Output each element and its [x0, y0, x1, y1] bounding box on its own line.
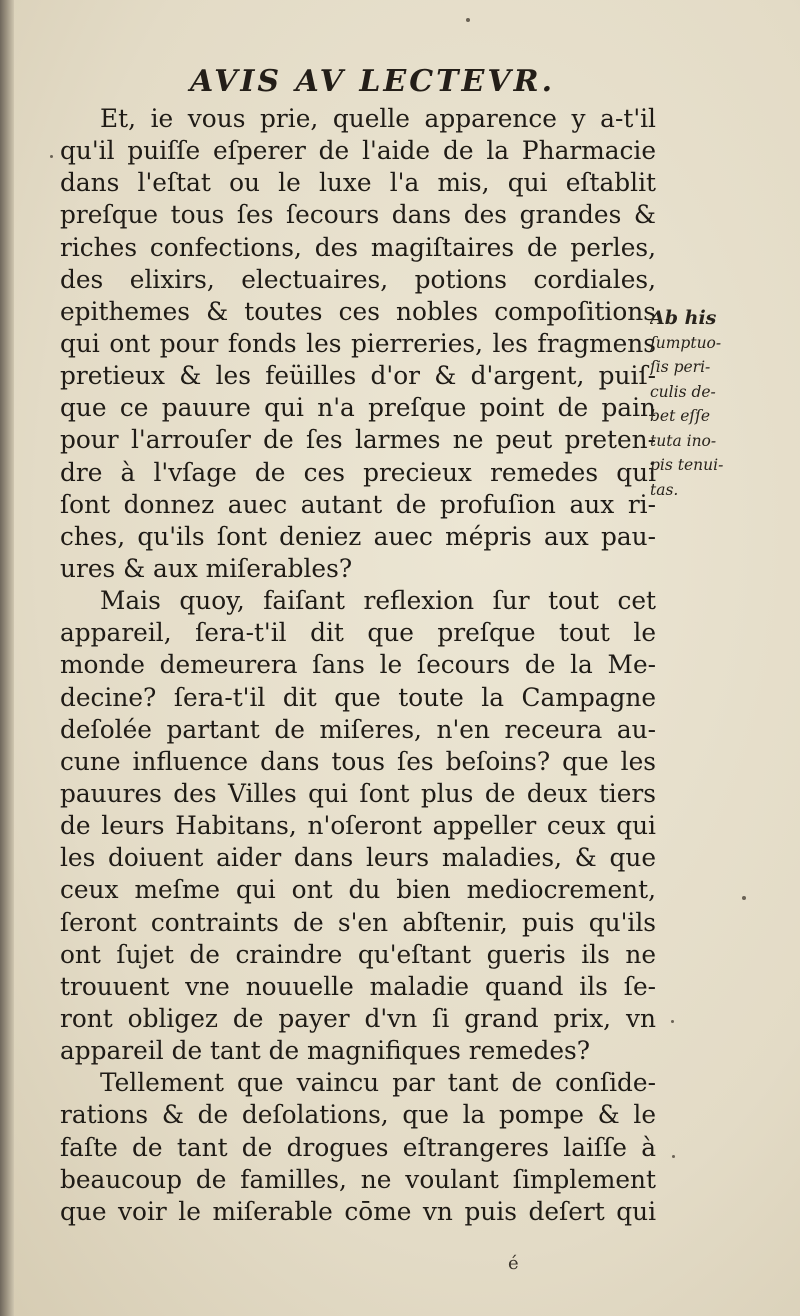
marginal-note-line: culis de-: [650, 382, 716, 401]
text-line: beaucoup de familles, ne voulant ſimplement: [60, 1164, 656, 1194]
text-line: qu'il puiſſe eſperer de l'aide de la Pharmacie: [60, 136, 656, 166]
text-line: qui ont pour fonds les pierreries, les fragmens: [60, 328, 656, 358]
text-line: preſque tous ſes ſecours dans des grandes &: [60, 200, 656, 230]
text-line: decine? ſera-t'il dit que toute la Campagne: [60, 682, 656, 712]
marginal-note-line: pis tenui-: [650, 456, 724, 474]
text-line: pour l'arrouſer de ſes larmes ne peut preten-: [60, 425, 656, 455]
text-line: pretieux & les feüilles d'or & d'argent, puiſ-: [60, 361, 656, 391]
paragraph-3: [60, 1067, 656, 1228]
text-line: que ce pauure qui n'a preſque point de pain: [60, 393, 656, 423]
text-line: appareil, ſera-t'il dit que preſque tout le: [60, 618, 656, 648]
text-line: monde demeurera ſans le ſecours de la Me-: [60, 650, 656, 680]
text-line: pauures des Villes qui ſont plus de deux tiers: [60, 778, 656, 808]
marginal-note: [650, 306, 800, 502]
paper-speck: [672, 1155, 675, 1158]
text-line: de leurs Habitans, n'oſeront appeller ceux qui: [60, 811, 656, 841]
marginal-note-line: ſis peri-: [650, 358, 711, 376]
text-line: rations & de deſolations, que la pompe & le: [60, 1100, 656, 1130]
marginal-note-line: tuta ino-: [650, 431, 717, 450]
marginal-note-line: Ab his: [650, 307, 717, 329]
paragraph-1: [60, 103, 656, 585]
paper-speck: [742, 896, 746, 900]
paper-speck: [50, 155, 53, 158]
text-line: appareil de tant de magnifiques remedes?: [60, 1036, 591, 1066]
text-line: ſeront contraints de s'en abſtenir, puis qu'ils: [60, 907, 656, 937]
text-line: que voir le miſerable cōme vn puis deſert qui: [60, 1196, 656, 1226]
text-line: deſolée partant de miſeres, n'en receura au-: [60, 714, 656, 744]
marginal-note-line: ſumptuo-: [650, 333, 722, 352]
text-line: Et, ie vous prie, quelle apparence y a-t'il: [100, 104, 656, 133]
paper-speck: [466, 18, 470, 22]
text-line: Tellement que vaincu par tant de conſide-: [100, 1068, 656, 1098]
text-line: des elixirs, electuaires, potions cordiales,: [60, 264, 656, 294]
text-line: riches confections, des magiſtaires de perles,: [60, 232, 656, 262]
text-line: ceux meſme qui ont du bien mediocrement,: [60, 875, 656, 905]
text-line: ont ſujet de craindre qu'eſtant gueris ils ne: [60, 939, 656, 969]
paper-speck: [671, 1020, 674, 1023]
text-line: ſont donnez auec autant de profuſion aux ri-: [60, 489, 656, 519]
body-text: [60, 103, 656, 1228]
text-line: ures & aux miſerables?: [60, 553, 353, 583]
signature-mark: é: [508, 1253, 519, 1274]
text-line: trouuent vne nouuelle maladie quand ils ſe-: [60, 971, 656, 1001]
text-line: epithemes & toutes ces nobles compoſitions: [60, 296, 656, 326]
marginal-note-line: bet eſſe: [650, 407, 711, 425]
text-line: dre à l'vſage de ces precieux remedes qui: [60, 457, 656, 487]
running-head: AVIS AV LECTEVR.: [190, 64, 556, 99]
text-line: cune influence dans tous ſes beſoins? que les: [60, 746, 656, 776]
paragraph-2: [60, 585, 656, 1067]
marginal-note-line: tas.: [650, 480, 679, 499]
text-line: ches, qu'ils ſont deniez auec mépris aux pau-: [60, 521, 656, 551]
text-line: ront obligez de payer d'vn ſi grand prix, vn: [60, 1003, 656, 1033]
book-binding-shadow: [0, 0, 14, 1316]
text-line: faſte de tant de drogues eſtrangeres laiſſe à: [60, 1132, 656, 1162]
text-line: dans l'eſtat ou le luxe l'a mis, qui eſtablit: [60, 168, 656, 198]
text-line: les doiuent aider dans leurs maladies, & que: [60, 843, 656, 873]
text-line: Mais quoy, faiſant reflexion ſur tout cet: [100, 586, 656, 616]
